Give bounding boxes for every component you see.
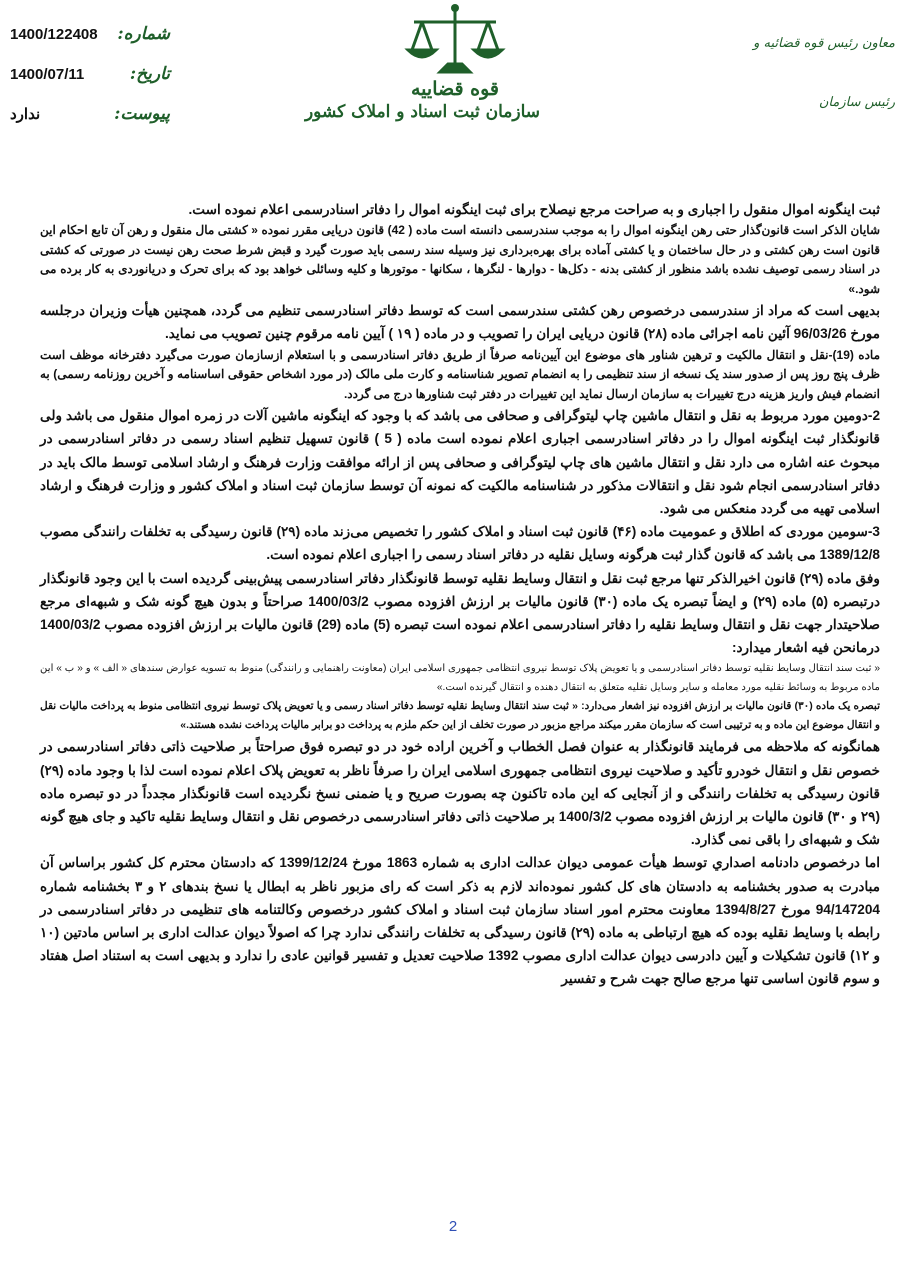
paragraph-4: ماده (19)-نقل و انتقال مالکیت و ترهین شناور های موضوع این آیین‌نامه صرفاً از طریق دفاتر اسنادرسمی و با استعلام ازسازمان صورت می‌گیرد دفترخانه موظف است ظرف پنج روز پس از صدور سند یک نسخه از سند تنظیمی را به انضمام تصویر شناسنامه و کارت ملی مالک (در مورد اشخاص حقوقی اساسنامه و آخرین روزنامه رسمی) به انضمام فیش واریز هزینه درج تغییرات به سازمان ارسال نماید این تغییرات در دفتر ثبت شناورها درج می گردد. [40,347,881,401]
number-value: 1400/122408 [10,25,98,43]
date-row [10,54,170,94]
page-number: 2 [448,1218,458,1235]
attachment-row [10,94,170,134]
paragraph-10: اما درخصوص دادنامه اصداري توسط هیأت عمومی دیوان عدالت اداری به شماره 1863 مورخ 1399/12/24 که دادستان محترم کل کشور براساس آن مبادرت به صدور بخشنامه به دادستان های کل کشور نموده‌اند لازم به ذکر است که رای مزبور ناظر به ابطال یا نسخ بندهای ۲ و ۳ بخشنامه شماره 94/147204 مورخ 1394/8/27 معاونت محترم امور اسناد سازمان ثبت اسناد و املاک کشور درخصوص وکالتنامه های تنظیمی در دفاتر اسنادرسمی در رابطه با وسایط نقلیه بوده که هیچ ارتباطی به ماده (۲۹) قانون رسیدگی به تخلفات رانندگی ندارد چرا که اصولاً دیوان عدالت اداری بر اساس مادتین (۱۰ و ۱۲) قانون تشکیلات و آیین دادرسی دیوان عدالت اداری مصوب 1392 صلاحیت تعدیل و تفسیر قوانین عادی را ندارد و بدیهی است به استناد اصل هفتاد و سوم قانون اساسی تنها مرجع صالح جهت شرح و تفسیر [40,855,881,987]
letterhead [0,0,905,160]
number-label: شماره: [117,24,170,44]
paragraph-9: همانگونه که ملاحظه می فرمایند قانونگذار به عنوان فصل الخطاب و آخرین اراده خود در دو تبصره فوق صراحتاً بر صلاحیت ذاتی دفاتر اسنادرسمی در خصوص نقل و انتقال خودرو تأکید و صلاحیت نیروی انتظامی جمهوری اسلامی ایران را صرفاً ناظر به تعویض پلاک اعلام نموده است لذا با وجود ماده (۲۹) قانون رسیدگی به تخلفات رانندگی و از آنجایی که این ماده تاکنون چه بصورت صریح و یا ضمنی نسخ نگردیده است قانونگذار مجدداً در دو تبصره ماده (۲۹ و ۳۰) قانون مالیات بر ارزش افزوده مصوب 1400/3/2 بر صلاحیت ذاتی دفاتر اسنادرسمی درخصوص نقل و انتقال وسایط نقلیه تاکید و جای هیچ گونه شک و شبهه‌ای را باقی نمی گذارد. [40,739,880,848]
paragraph-8: تبصره یک ماده (۳۰) قانون مالیات بر ارزش افزوده نیز اشعار می‌دارد: « ثبت سند انتقال وسایط نقلیه توسط دفاتر اسناد رسمی و یا تعویض پلاک توسط نیروی انتظامی منوط به پرداخت مالیات نقل و انتقال موضوع این ماده و به ترتیبی است که سازمان مقرر میکند مراجع مزبور در صورت تخلف از این حکم ملزم به پرداخت دو برابر مالیات پرداخت نشده هستند.» [40,700,880,732]
paragraph-1: ثبت اینگونه اموال منقول را اجباری و به صراحت مرجع نیصلاح برای ثبت اینگونه اموال را دفاتر اسنادرسمی اعلام نموده است. [188,202,880,217]
attachment-label: پیوست: [114,104,170,124]
judiciary-logo [304,2,540,152]
paragraph-7-quote: « ثبت سند انتقال وسایط نقلیه توسط دفاتر اسنادرسمی و یا تعویض پلاک توسط نیروی انتظامی جمهوری اسلامی ایران (معاونت راهنمایی و رانندگی) منوط به تسویه عوارض سندهای « الف » و « ب » این ماده مربوط به وسائط نقلیه مورد معامله و سایر وسایل نقلیه متعلق به انتقال دهنده و انتقال گیرنده است.» [40,663,880,694]
paragraph-7: وفق ماده (۲۹) قانون اخیرالذکر تنها مرجع ثبت نقل و انتقال وسایط نقلیه توسط قانونگذار دفاتر اسنادرسمی پیش‌بینی گردیده است با این وجود قانونگذار درتبصره (۵) ماده (۲۹) و ایضاً تبصره یک ماده (۳۰) قانون مالیات بر ارزش افزوده مصوب 1400/03/2 صراحتاً و بدون هیچ گونه شک و شبهه‌ای مرجع صلاحیتدار جهت نقل و انتقال وسایط نقلیه را دفاتر اسنادرسمی اعلام نموده است تبصره (5) ماده (29) قانون مالیات بر ارزش افزوده مصوب 1400/03/2 درمانحن فیه اشعار میدارد: [40,570,880,656]
org-name-registration: سازمان ثبت اسناد و املاک کشور [304,102,540,122]
attachment-value: ندارد [10,106,41,123]
paragraph-5: 2-دومین مورد مربوط به نقل و انتقال ماشین چاپ لیتوگرافی و صحافی می باشد که با وجود که اینگونه ماشین آلات در زمره اموال منقول می باشد ولی قانونگذار ثبت اینگونه اموال را در دفاتر اسنادرسمی اجباری اعلام نموده است ماده ( 5 ) قانون تسهیل تنظیم اسناد رسمی در دفاتر اسنادرسمی در مبحوث عنه اشاره می دارد نقل و انتقال ماشین های چاپ لیتوگرافی و صحافی پس از ارائه موافقت وزارت فرهنگ و ارشاد اسلامی توسط مالک باید در دفاتر اسنادرسمی انجام شود نقل و انتقالات مذکور در شناسنامه مالکیت که نمونه آن توسط سازمان ثبت اسناد و املاک کشور و وزارت فرهنگ و ارشاد اسلامی تهیه می گردد منعکس می شود. [40,408,880,516]
recipient-block [753,36,895,154]
recipient-line-2: رئیس سازمان [818,95,895,110]
date-value: 1400/07/11 [10,65,85,83]
paragraph-3: بدیهی است که مراد از سندرسمی درخصوص رهن کشتی سندرسمی است که توسط دفاتر اسنادرسمی تنظیم می گردد، همچنین هیأت وزیران درجلسه مورخ 96/03/26 آئین نامه اجرائی ماده (۲۸) قانون دریایی ایران را تصویب و در ماده ( ۱۹ ) آیین نامه مرقوم چنین تصویب می نماید. [40,303,880,342]
paragraph-2: شایان الذکر است قانون‌گذار حتی رهن اینگونه اموال را به موجب سندرسمی دانسته است ماده ( 42) قانون دریایی مقرر نموده « کشتی مال منقول و رهن آن تابع احکام این قانون است رهن کشتی و در حال ساختمان و یا کشتی آماده برای بهره‌برداری نیز وسیله سند رسمی باید صورت گیرد و قبض شرط صحت رهن نیست در صورتی که کشتی در اسناد رسمی توصیف نشده باشد منظور از کشتی بدنه - دکل‌ها - دوارها - لنگرها ، سکانها - موتورها و کلیه وسائلی خواهد بود که برای تحرک و دریانوردی به کار برده می شود.» [40,223,880,296]
number-row [10,14,170,54]
recipient-line-1: معاون رئیس قوه قضائیه و [753,36,895,51]
org-name-judiciary: قوه قضاییه [410,78,500,100]
paragraph-6: 3-سومین موردی که اطلاق و عمومیت ماده (۴۶) قانون ثبت اسناد و املاک کشور را تخصیص می‌زند ماده (۲۹) قانون رسیدگی به تخلفات رانندگی مصوب 1389/12/8 می باشد که قانون گذار ثبت هرگونه وسایل نقلیه در دفاتر اسناد رسمی را اجباری اعلام نموده است. [40,524,880,563]
letter-meta [10,14,170,134]
scales-of-justice-icon [400,2,510,78]
date-label: تاریخ: [129,64,170,84]
letter-body [40,198,880,1213]
